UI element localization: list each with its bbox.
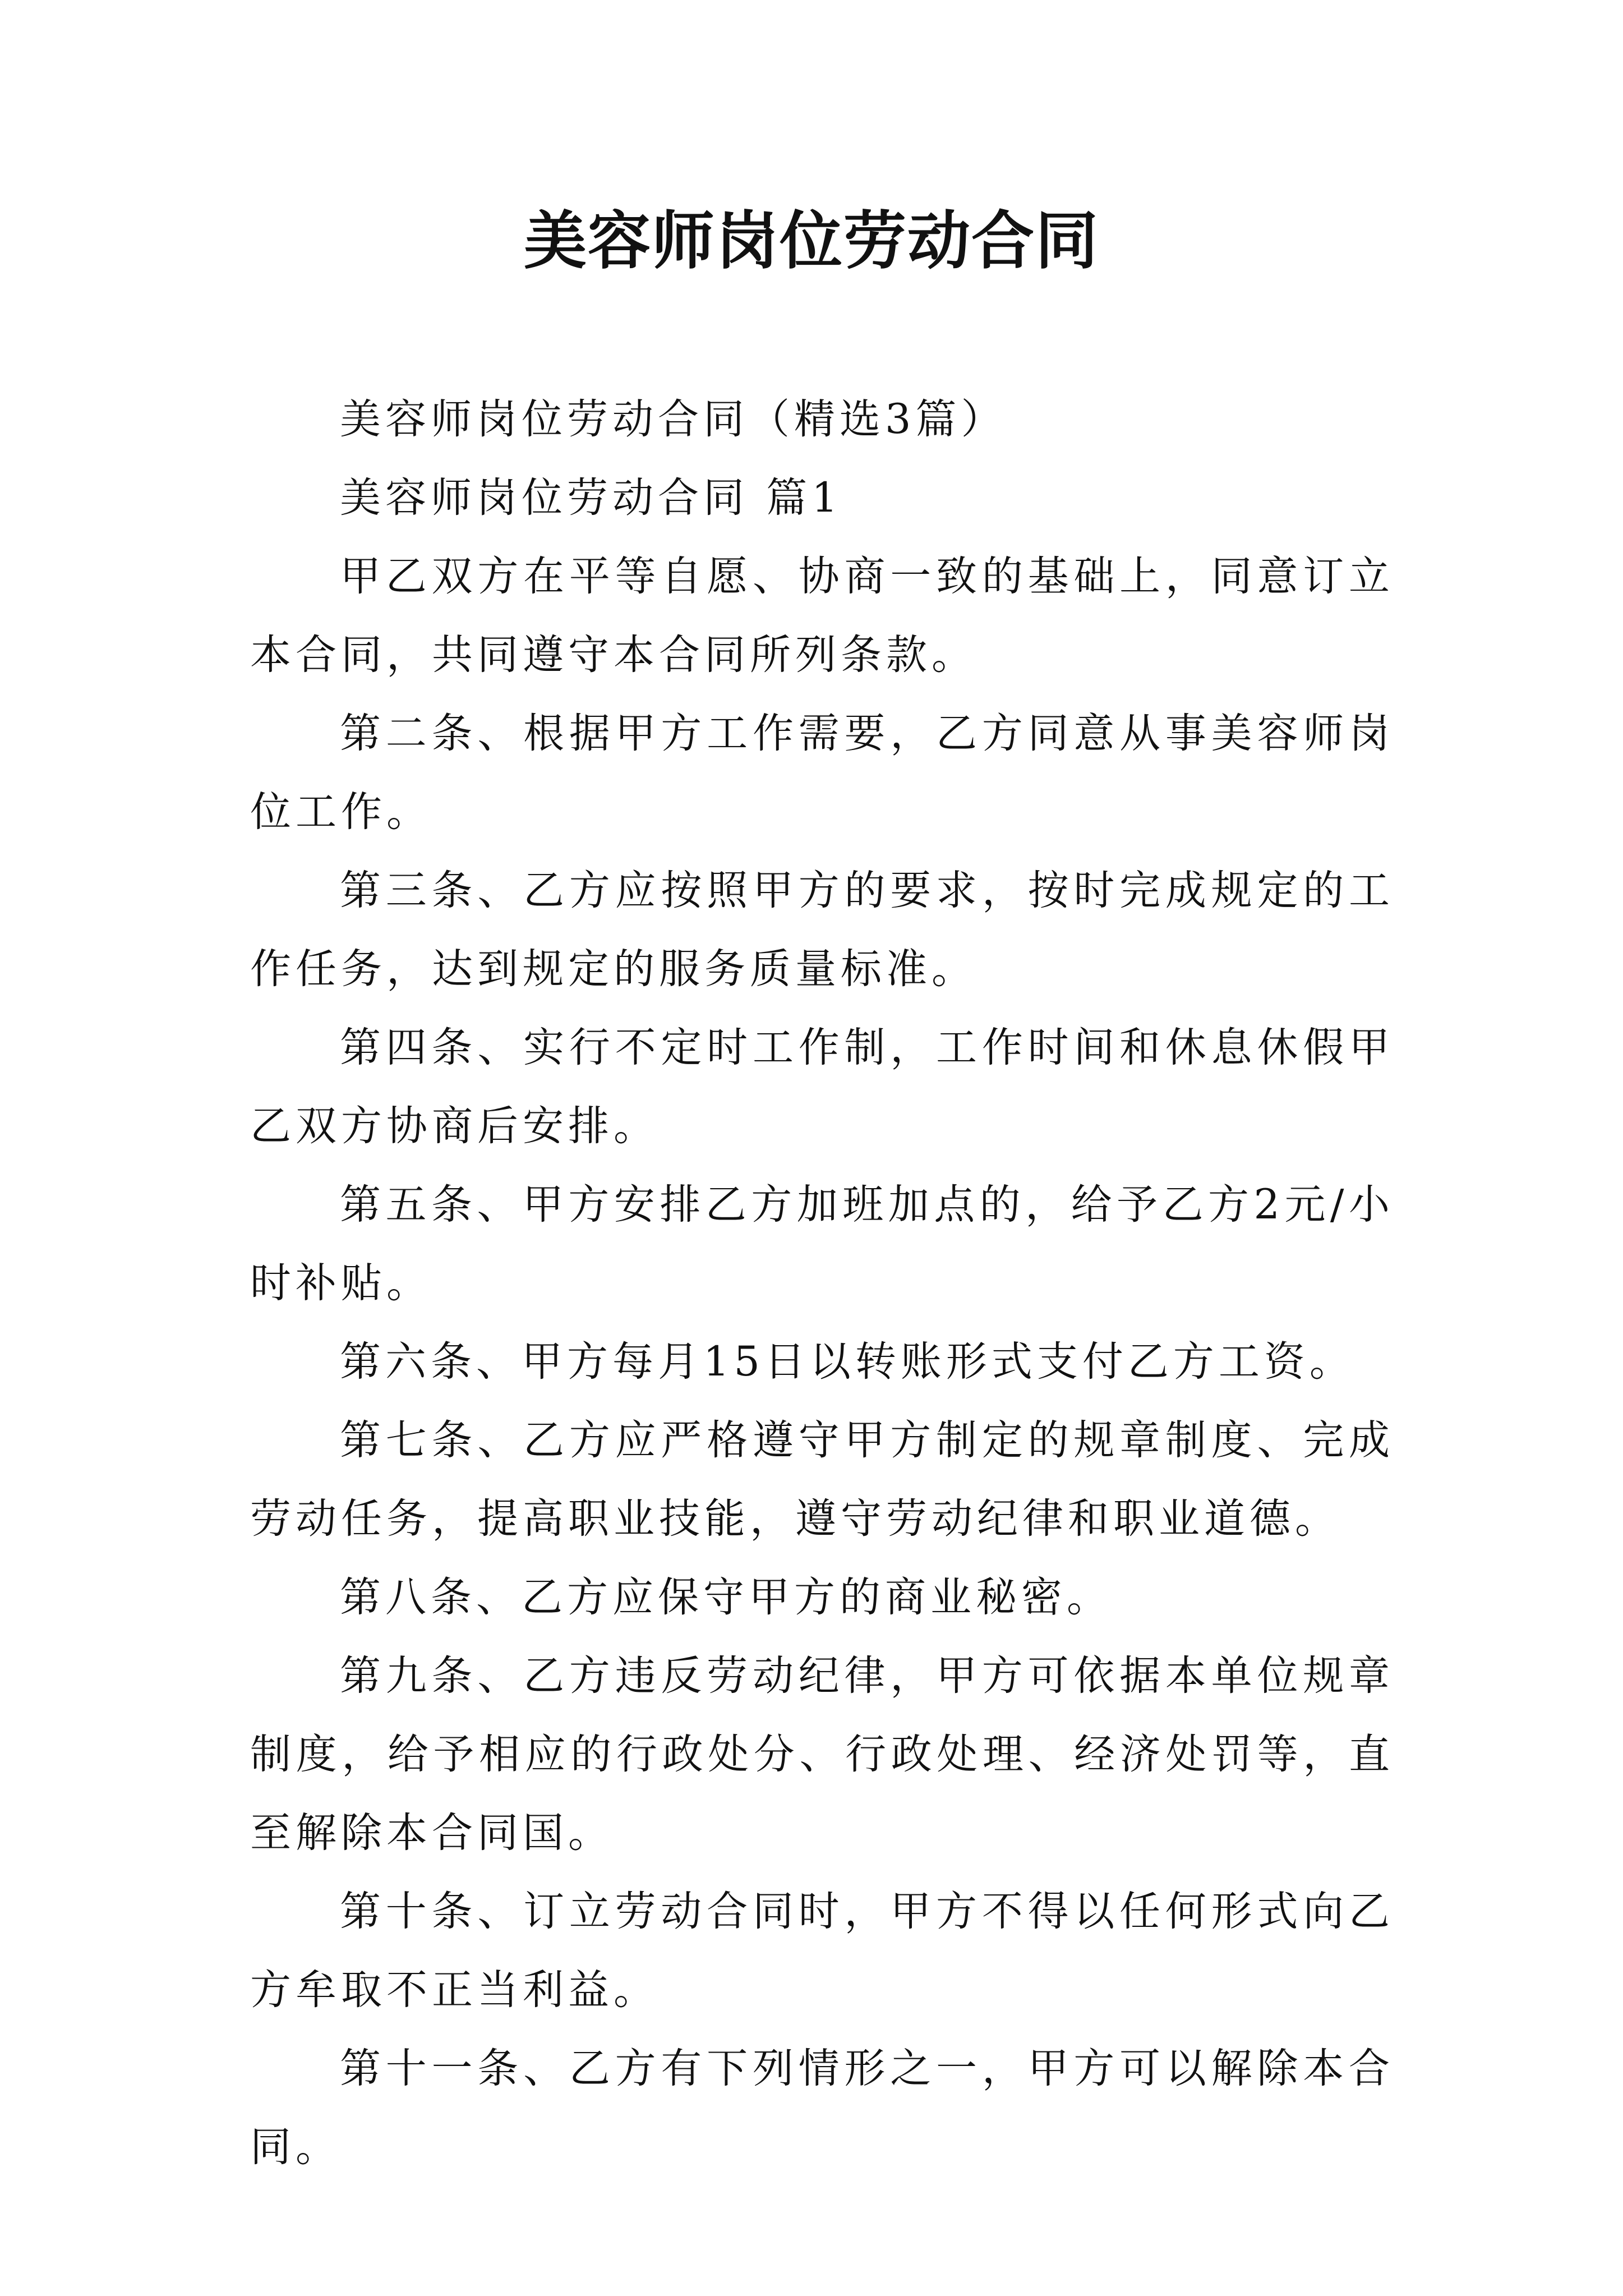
paragraph-article-10: 第十条、订立劳动合同时，甲方不得以任何形式向乙方牟取不正当利益。 (250, 1888, 1394, 2014)
document-title: 美容师岗位劳动合同 (524, 204, 1099, 278)
paragraph-subtitle: 美容师岗位劳动合同（精选3篇） (340, 395, 1007, 443)
paragraph-article-11: 第十一条、乙方有下列情形之一，甲方可以解除本合同。 (250, 2045, 1394, 2171)
paragraph-article-6: 第六条、甲方每月15日以转账形式支付乙方工资。 (340, 1338, 1355, 1386)
paragraph-article-5: 第五条、甲方安排乙方加班加点的，给予乙方2元/小时补贴。 (250, 1181, 1394, 1307)
paragraph-preamble: 甲乙双方在平等自愿、协商一致的基础上，同意订立本合同，共同遵守本合同所列条款。 (250, 553, 1394, 679)
paragraph-article-8: 第八条、乙方应保守甲方的商业秘密。 (340, 1573, 1112, 1621)
paragraph-article-4: 第四条、实行不定时工作制，工作时间和休息休假甲乙双方协商后安排。 (250, 1024, 1394, 1150)
paragraph-article-7: 第七条、乙方应严格遵守甲方制定的规章制度、完成劳动任务，提高职业技能，遵守劳动纪律和职业道德。 (250, 1416, 1394, 1543)
document-body (250, 380, 1394, 2187)
paragraph-section-heading: 美容师岗位劳动合同 篇1 (340, 474, 842, 522)
paragraph-article-2: 第二条、根据甲方工作需要，乙方同意从事美容师岗位工作。 (250, 710, 1394, 836)
paragraph-article-3: 第三条、乙方应按照甲方的要求，按时完成规定的工作任务，达到规定的服务质量标准。 (250, 867, 1394, 993)
paragraph-article-9: 第九条、乙方违反劳动纪律，甲方可依据本单位规章制度，给予相应的行政处分、行政处理、经济处罚等，直至解除本合同国。 (250, 1652, 1394, 1857)
